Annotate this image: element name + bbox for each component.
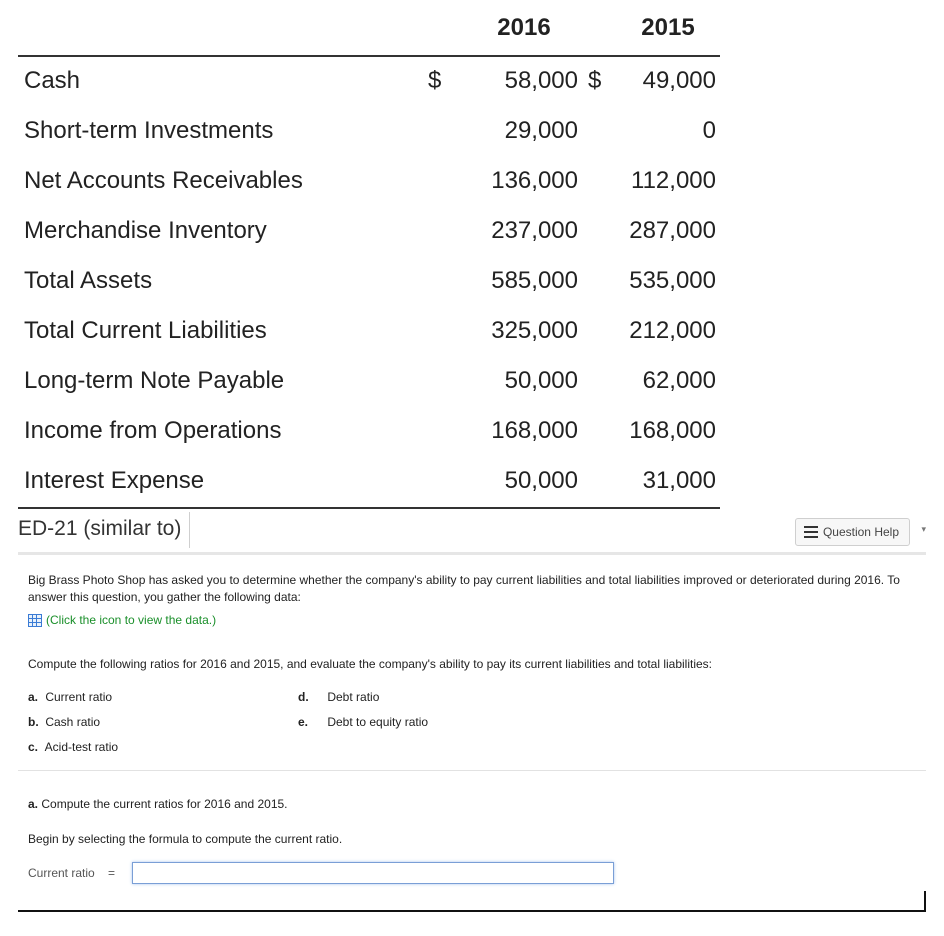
currency-symbol: $: [428, 67, 442, 94]
value-2016: 585,000: [491, 267, 578, 294]
table-row: [18, 157, 720, 207]
problem-instruction: Compute the following ratios for 2016 and 2015, and evaluate the company's ability to pay its current liabilities and total liabilities:: [28, 657, 713, 671]
header-2016: 2016: [497, 14, 551, 41]
bottom-rule-tick: [924, 891, 926, 912]
bottom-rule: [18, 910, 925, 912]
currency-symbol: $: [588, 67, 602, 94]
row-label: Total Assets: [24, 267, 153, 294]
section-divider: [18, 770, 926, 771]
table-row: [18, 457, 720, 507]
step-b-instruction: Begin by selecting the formula to compute the current ratio.: [28, 832, 343, 846]
row-label: Interest Expense: [24, 467, 205, 494]
ratio-key: c.: [28, 740, 39, 754]
ratio-key: e.: [298, 715, 309, 729]
chevron-down-icon[interactable]: ▾: [921, 524, 926, 534]
table-row: [18, 107, 720, 157]
ratio-name: Debt ratio: [327, 690, 380, 704]
list-item: [28, 715, 100, 729]
table-grid-icon[interactable]: [28, 614, 42, 627]
value-2015: 287,000: [629, 217, 716, 244]
ratio-name: Debt to equity ratio: [327, 715, 429, 729]
table-row: [18, 57, 720, 107]
list-item: [298, 690, 379, 704]
value-2016: 136,000: [491, 167, 578, 194]
value-2015: 535,000: [629, 267, 716, 294]
table-body: [18, 57, 720, 509]
row-label: Net Accounts Receivables: [24, 167, 303, 194]
row-label: Long-term Note Payable: [24, 367, 285, 394]
problem-title: ED-21 (similar to): [18, 512, 190, 548]
table-header: [18, 0, 720, 57]
ratio-key: a.: [28, 690, 39, 704]
table-row: [18, 207, 720, 257]
value-2015: 62,000: [642, 367, 716, 394]
row-label: Cash: [24, 67, 81, 94]
table-row: [18, 357, 720, 407]
problem-header: [18, 512, 926, 555]
value-2016: 29,000: [504, 117, 578, 144]
value-2016: 237,000: [491, 217, 578, 244]
step-text: Compute the current ratios for 2016 and 2015.: [41, 797, 288, 811]
list-item: [28, 740, 118, 754]
ratio-name: Cash ratio: [45, 715, 101, 729]
step-key: a.: [28, 797, 39, 811]
value-2015: 0: [702, 117, 716, 144]
row-label: Merchandise Inventory: [24, 217, 267, 244]
row-label: Short-term Investments: [24, 117, 274, 144]
value-2016: 58,000: [504, 67, 578, 94]
ratio-name: Current ratio: [45, 690, 113, 704]
view-data-link-text[interactable]: (Click the icon to view the data.): [46, 613, 217, 627]
problem-intro: Big Brass Photo Shop has asked you to determine whether the company's ability to pay current liabilities and total liabilities improved or deteriorated during 2016. To answer this question, you gather the following data:: [28, 573, 900, 604]
equals-sign: =: [108, 866, 116, 880]
value-2015: 112,000: [631, 167, 716, 194]
current-ratio-formula-input[interactable]: [132, 862, 614, 884]
value-2016: 325,000: [491, 317, 578, 344]
value-2015: 31,000: [642, 467, 716, 494]
formula-label: Current ratio: [28, 866, 95, 880]
table-row: [18, 307, 720, 357]
row-label: Income from Operations: [24, 417, 282, 444]
value-2016: 50,000: [504, 467, 578, 494]
ratio-list: [28, 690, 628, 760]
list-icon: [804, 526, 818, 538]
ratio-key: d.: [298, 690, 309, 704]
list-item: [28, 690, 112, 704]
value-2015: 49,000: [642, 67, 716, 94]
table-row: [18, 407, 720, 457]
question-help-label: Question Help: [822, 525, 899, 539]
table-row: [18, 257, 720, 307]
list-item: [298, 715, 428, 729]
value-2015: 212,000: [629, 317, 716, 344]
value-2016: 168,000: [491, 417, 578, 444]
value-2015: 168,000: [629, 417, 716, 444]
row-label: Total Current Liabilities: [24, 317, 267, 344]
ratio-name: Acid-test ratio: [44, 740, 119, 754]
value-2016: 50,000: [504, 367, 578, 394]
header-2015: 2015: [641, 14, 695, 41]
question-help-button[interactable]: [795, 518, 910, 546]
ratio-key: b.: [28, 715, 39, 729]
step-a-instruction: [28, 797, 288, 811]
financial-data-table: [18, 0, 720, 509]
view-data-link[interactable]: [28, 613, 216, 627]
formula-row: [28, 862, 614, 884]
